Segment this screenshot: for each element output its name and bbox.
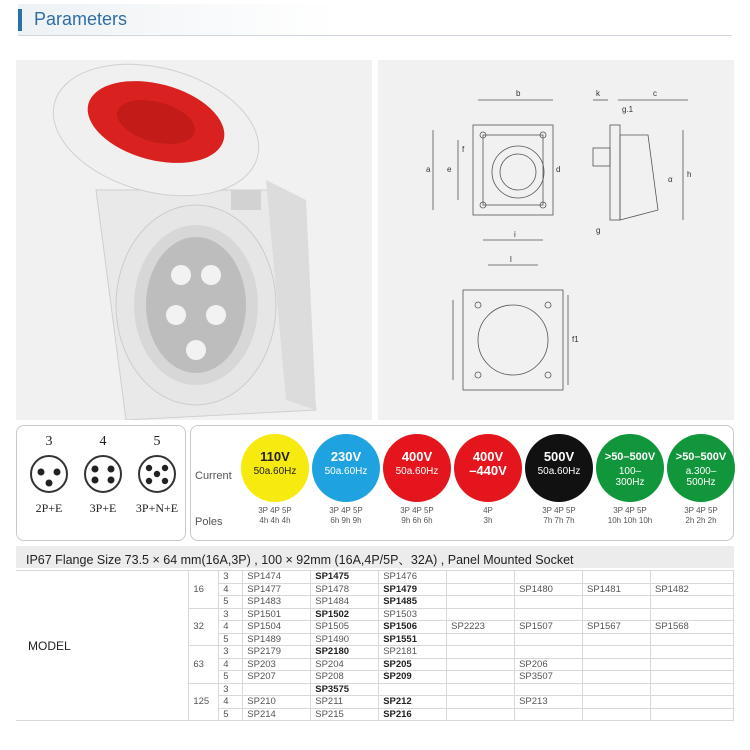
poles-list: 3P 4P 5P: [329, 506, 363, 515]
frequency-value-range: 300Hz: [615, 477, 645, 488]
dim-label-k: k: [596, 89, 600, 98]
model-code: [583, 658, 651, 671]
section-header: [18, 4, 732, 36]
pole-count: 4: [219, 696, 243, 709]
voltage-badge: [383, 434, 451, 502]
dimension-drawing-svg: [378, 60, 734, 420]
model-code: SP1507: [515, 621, 583, 634]
pole-count: 3: [219, 571, 243, 584]
poles-list: 3P 4P 5P: [542, 506, 576, 515]
model-code: SP2179: [243, 646, 311, 659]
pin-count: 5: [153, 434, 161, 449]
hours-list: 3h: [483, 516, 493, 525]
amp-rating: 32: [189, 608, 219, 646]
frequency-value: 50a.60Hz: [324, 466, 368, 477]
hours-list: 4h 4h 4h: [259, 516, 291, 525]
poles-info: [383, 506, 451, 526]
model-code: [447, 683, 515, 696]
dim-label-g1: g.1: [622, 105, 634, 114]
model-code: SP1479: [379, 583, 447, 596]
model-code: [447, 646, 515, 659]
pole-count: 4: [219, 621, 243, 634]
model-code: SP1477: [243, 583, 311, 596]
frequency-value: 100–: [618, 466, 642, 477]
dim-label-alpha: α: [668, 175, 673, 184]
model-code: [447, 671, 515, 684]
pole-count: 5: [219, 633, 243, 646]
model-code: [583, 596, 651, 609]
poles-list: 3P 4P 5P: [613, 506, 647, 515]
table-caption: IP67 Flange Size 73.5 × 64 mm(16A,3P) , 100 × 92mm (16A,4P/5P、32A) , Panel Mounted Socket: [16, 546, 734, 568]
page-title: Parameters: [34, 9, 128, 29]
model-code: [243, 683, 311, 696]
voltage-badge: [312, 434, 380, 502]
model-code: SP1485: [379, 596, 447, 609]
product-photo: [16, 60, 372, 420]
voltage-badge: [667, 434, 735, 502]
model-code: [651, 633, 734, 646]
poles-list: 4P: [483, 506, 493, 515]
pole-count: 3: [219, 608, 243, 621]
model-code: [447, 608, 515, 621]
model-code: SP1490: [311, 633, 379, 646]
pin-5-icon: [137, 454, 177, 494]
model-code: [651, 658, 734, 671]
dim-label-d: d: [556, 165, 561, 174]
voltage-badge: [596, 434, 664, 502]
poles-list: 3P 4P 5P: [258, 506, 292, 515]
voltage-value-range: –440V: [469, 463, 507, 478]
model-code: SP2181: [379, 646, 447, 659]
pole-count: 5: [219, 596, 243, 609]
frequency-value-range: 500Hz: [686, 477, 716, 488]
model-code: SP204: [311, 658, 379, 671]
model-code: SP1478: [311, 583, 379, 596]
model-code: [515, 571, 583, 584]
model-code: SP210: [243, 696, 311, 709]
model-code: SP211: [311, 696, 379, 709]
pin-label: 3P+N+E: [135, 501, 179, 515]
frequency-value: 50a.60Hz: [537, 466, 581, 477]
pole-count: 4: [219, 658, 243, 671]
model-code: SP1568: [651, 621, 734, 634]
amp-rating: 63: [189, 646, 219, 684]
model-code: [379, 683, 447, 696]
voltage-value: 110V: [260, 449, 290, 464]
poles-info: [241, 506, 309, 526]
voltage-badge: [241, 434, 309, 502]
model-code: [515, 608, 583, 621]
voltage-value: >50–500V: [604, 451, 656, 463]
poles-info: [667, 506, 735, 526]
model-code: [583, 683, 651, 696]
model-code: [651, 596, 734, 609]
voltage-ratings: [190, 425, 734, 541]
model-code: [651, 571, 734, 584]
model-code: [651, 671, 734, 684]
model-code: [583, 708, 651, 721]
model-code: [651, 646, 734, 659]
poles-list: 3P 4P 5P: [684, 506, 718, 515]
model-code: SP1567: [583, 621, 651, 634]
model-code: [583, 633, 651, 646]
model-code: SP1505: [311, 621, 379, 634]
pole-count: 4: [219, 583, 243, 596]
poles-info: [312, 506, 380, 526]
model-table: [16, 570, 734, 721]
dim-label-b: b: [516, 89, 521, 98]
hours-list: 2h 2h 2h: [685, 516, 717, 525]
model-code: SP1501: [243, 608, 311, 621]
model-code: SP208: [311, 671, 379, 684]
pin-count: 3: [45, 434, 53, 449]
model-code: [447, 596, 515, 609]
frequency-value: 50a.60Hz: [253, 466, 297, 477]
poles-info: [596, 506, 664, 526]
frequency-value: 50a.60Hz: [395, 466, 439, 477]
voltage-badge: [525, 434, 593, 502]
model-code: SP213: [515, 696, 583, 709]
voltage-value: 500V: [543, 449, 575, 464]
model-code: SP215: [311, 708, 379, 721]
pin-label: 3P+E: [89, 501, 117, 515]
header-accent-bar: [18, 9, 22, 31]
model-code: [651, 683, 734, 696]
dim-label-g: g: [596, 226, 601, 235]
pin-count: 4: [99, 434, 107, 449]
frequency-value: a.300–: [685, 466, 717, 477]
model-code: SP1489: [243, 633, 311, 646]
pin-configurations: [16, 425, 186, 541]
voltage-value: 400V: [401, 449, 433, 464]
pole-count: 3: [219, 683, 243, 696]
model-code: [583, 696, 651, 709]
pin-4-icon: [83, 454, 123, 494]
poles-label: Poles: [195, 516, 223, 528]
model-code: [447, 633, 515, 646]
hours-list: 9h 6h 6h: [401, 516, 433, 525]
pin-config-3: [23, 434, 75, 516]
table-row: [16, 571, 734, 584]
model-label: MODEL: [16, 571, 189, 721]
model-code: [515, 633, 583, 646]
model-code: [651, 608, 734, 621]
model-code: SP206: [515, 658, 583, 671]
model-code: [651, 708, 734, 721]
model-code: SP216: [379, 708, 447, 721]
model-code: SP214: [243, 708, 311, 721]
dim-label-a: a: [426, 165, 431, 174]
voltage-value: 230V: [330, 449, 362, 464]
model-code: [515, 596, 583, 609]
model-code: [583, 608, 651, 621]
model-code: SP205: [379, 658, 447, 671]
poles-info: [454, 506, 522, 526]
pole-count: 3: [219, 646, 243, 659]
hours-list: 7h 7h 7h: [543, 516, 575, 525]
model-code: SP2223: [447, 621, 515, 634]
pole-count: 5: [219, 671, 243, 684]
amp-rating: 125: [189, 683, 219, 721]
model-code: SP1506: [379, 621, 447, 634]
pin-label: 2P+E: [35, 501, 63, 515]
poles-list: 3P 4P 5P: [400, 506, 434, 515]
model-code: [583, 646, 651, 659]
model-code: SP1551: [379, 633, 447, 646]
model-code: SP203: [243, 658, 311, 671]
model-code: [447, 696, 515, 709]
model-code: SP1484: [311, 596, 379, 609]
model-code: SP3507: [515, 671, 583, 684]
model-code: [583, 671, 651, 684]
model-code: [447, 658, 515, 671]
model-code: [515, 646, 583, 659]
hours-list: 6h 9h 9h: [330, 516, 362, 525]
current-label: Current: [195, 470, 232, 482]
dim-label-i: i: [514, 230, 516, 239]
voltage-badge: [454, 434, 522, 502]
model-code: SP1481: [583, 583, 651, 596]
dimension-drawing: [378, 60, 734, 420]
model-code: [447, 571, 515, 584]
dim-label-e: e: [447, 165, 452, 174]
model-code: SP1503: [379, 608, 447, 621]
model-code: SP1475: [311, 571, 379, 584]
voltage-value: 400V: [472, 449, 504, 464]
pin-config-4: [77, 434, 129, 516]
amp-rating: 16: [189, 571, 219, 609]
model-code: SP1474: [243, 571, 311, 584]
model-code: SP1483: [243, 596, 311, 609]
model-code: [583, 571, 651, 584]
poles-info: [525, 506, 593, 526]
model-code: SP1480: [515, 583, 583, 596]
dim-label-h: h: [687, 170, 692, 179]
hours-list: 10h 10h 10h: [607, 516, 653, 525]
model-code: [651, 696, 734, 709]
pin-3-icon: [29, 454, 69, 494]
voltage-value: >50–500V: [675, 451, 727, 463]
model-code: [515, 683, 583, 696]
model-code: SP1502: [311, 608, 379, 621]
model-code: [447, 708, 515, 721]
dim-label-f1: f1: [572, 335, 579, 344]
model-code: SP212: [379, 696, 447, 709]
model-code: SP1476: [379, 571, 447, 584]
socket-illustration: [16, 60, 372, 420]
model-code: [515, 708, 583, 721]
model-code: SP2180: [311, 646, 379, 659]
dim-label-c: c: [653, 89, 657, 98]
model-code: SP3575: [311, 683, 379, 696]
pole-count: 5: [219, 708, 243, 721]
model-code: SP1482: [651, 583, 734, 596]
model-code: SP207: [243, 671, 311, 684]
pin-config-5: [131, 434, 183, 516]
dim-label-f: f: [462, 145, 465, 154]
model-code: [447, 583, 515, 596]
model-code: SP209: [379, 671, 447, 684]
model-code: SP1504: [243, 621, 311, 634]
dim-label-l: l: [510, 255, 512, 264]
